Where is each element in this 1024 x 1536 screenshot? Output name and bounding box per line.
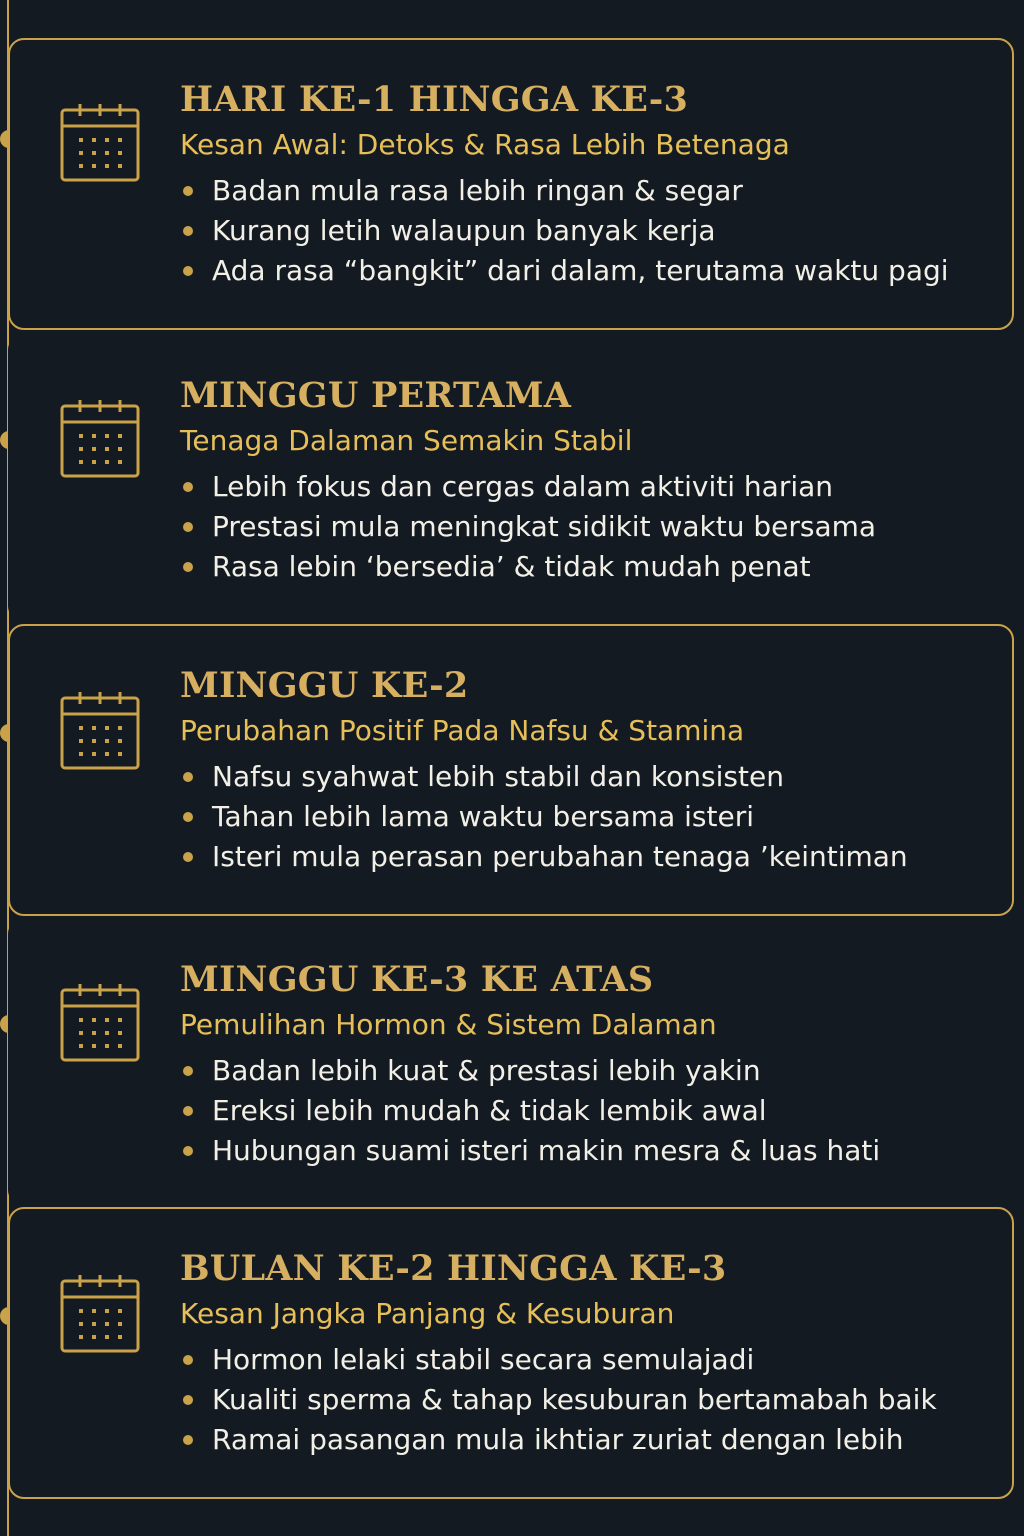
list-item: Tahan lebih lama waktu bersama isteri: [180, 797, 1000, 837]
list-item: Hormon lelaki stabil secara semulajadi: [180, 1340, 1000, 1380]
list-item: Badan mula rasa lebih ringan & segar: [180, 171, 1000, 211]
list-item: Kualiti sperma & tahap kesuburan bertamabah baik: [180, 1380, 1000, 1420]
list-item: Ada rasa “bangkit” dari dalam, terutama waktu pagi: [180, 251, 1000, 291]
list-item: Hubungan suami isteri makin mesra & luas hati: [180, 1131, 1000, 1171]
stage-card-day-1-3: [8, 38, 1014, 330]
list-item: Isteri mula perasan perubahan tenaga ’keintiman: [180, 837, 1000, 877]
stage-content: [180, 80, 1000, 291]
stage-card-week-3: [8, 918, 1014, 1206]
stage-title: MINGGU KE-2: [180, 665, 469, 706]
list-item: Lebih fokus dan cergas dalam aktiviti harian: [180, 467, 1000, 507]
stage-card-month-2-3: [8, 1207, 1014, 1499]
list-item: Badan lebih kuat & prestasi lebih yakin: [180, 1051, 1000, 1091]
list-item: Rasa lebin ‘bersedia’ & tidak mudah penat: [180, 547, 1000, 587]
stage-title: MINGGU PERTAMA: [180, 375, 572, 416]
stage-subtitle: Kesan Jangka Panjang & Kesuburan: [180, 1297, 675, 1330]
stage-content: [180, 1249, 1000, 1460]
stage-points: [180, 171, 1000, 291]
stage-subtitle: Pemulihan Hormon & Sistem Dalaman: [180, 1008, 717, 1041]
stage-content: [180, 376, 1000, 587]
calendar-icon: [60, 690, 140, 770]
stage-content: [180, 666, 1000, 877]
stage-title: BULAN KE-2 HINGGA KE-3: [180, 1248, 727, 1289]
list-item: Kurang letih walaupun banyak kerja: [180, 211, 1000, 251]
calendar-icon: [60, 1273, 140, 1353]
stage-card-week-2: [8, 624, 1014, 916]
list-item: Nafsu syahwat lebih stabil dan konsisten: [180, 757, 1000, 797]
stage-content: [180, 960, 1000, 1171]
stage-subtitle: Kesan Awal: Detoks & Rasa Lebih Betenaga: [180, 128, 790, 161]
stage-card-week-1: [8, 334, 1014, 622]
stage-title: MINGGU KE-3 KE ATAS: [180, 959, 654, 1000]
stage-points: [180, 467, 1000, 587]
stage-subtitle: Perubahan Positif Pada Nafsu & Stamina: [180, 714, 745, 747]
stage-title: HARI KE-1 HINGGA KE-3: [180, 79, 689, 120]
stage-points: [180, 1051, 1000, 1171]
list-item: Prestasi mula meningkat sidikit waktu bersama: [180, 507, 1000, 547]
calendar-icon: [60, 398, 140, 478]
calendar-icon: [60, 102, 140, 182]
stage-points: [180, 757, 1000, 877]
calendar-icon: [60, 982, 140, 1062]
list-item: Ramai pasangan mula ikhtiar zuriat dengan lebih: [180, 1420, 1000, 1460]
stage-subtitle: Tenaga Dalaman Semakin Stabil: [180, 424, 633, 457]
list-item: Ereksi lebih mudah & tidak lembik awal: [180, 1091, 1000, 1131]
stage-points: [180, 1340, 1000, 1460]
